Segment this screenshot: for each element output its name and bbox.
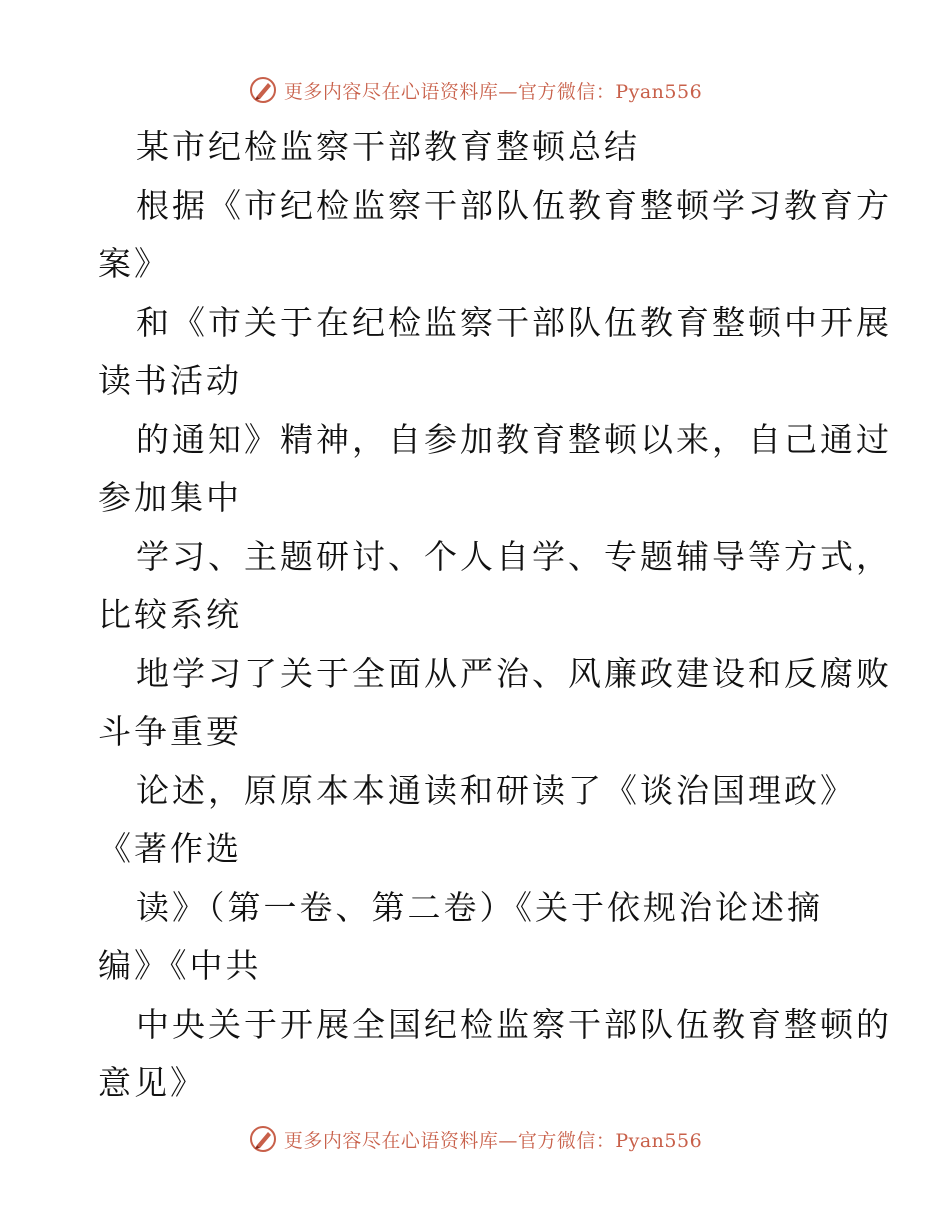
text-line: 学习、主题研讨、个人自学、专题辅导等方式， — [136, 536, 892, 576]
text-line: 中央关于开展全国纪检监察干部队伍教育整顿的 — [136, 1004, 892, 1044]
text-line: 读书活动 — [98, 361, 242, 400]
pen-logo-icon — [248, 1124, 278, 1154]
text-line: 比较系统 — [98, 595, 242, 634]
text-line: 斗争重要 — [98, 712, 242, 751]
text-line: 的通知》精神，自参加教育整顿以来，自己通过 — [136, 419, 892, 459]
text-line: 论述，原原本本通读和研读了《谈治国理政》 — [136, 770, 856, 810]
text-line: 参加集中 — [98, 478, 242, 517]
text-line: 某市纪检监察干部教育整顿总结 — [136, 127, 640, 166]
text-line: 编》《中共 — [98, 946, 262, 985]
watermark-text: 更多内容尽在心语资料库—官方微信：Pyan556 — [283, 80, 703, 103]
footer-watermark — [0, 1119, 950, 1159]
text-line: 意见》 — [98, 1063, 206, 1102]
text-line: 《著作选 — [98, 829, 242, 868]
text-line: 和《市关于在纪检监察干部队伍教育整顿中开展 — [136, 302, 892, 342]
watermark-text: 更多内容尽在心语资料库—官方微信：Pyan556 — [283, 1129, 703, 1152]
header-watermark — [0, 70, 950, 110]
text-line: 根据《市纪检监察干部队伍教育整顿学习教育方 — [136, 185, 892, 225]
document-body — [98, 118, 892, 1113]
pen-logo-icon — [248, 75, 278, 105]
text-line: 案》 — [98, 244, 170, 283]
text-line: 地学习了关于全面从严治、风廉政建设和反腐败 — [136, 653, 892, 693]
text-line: 读》（第一卷、第二卷）《关于依规治论述摘 — [136, 887, 823, 927]
